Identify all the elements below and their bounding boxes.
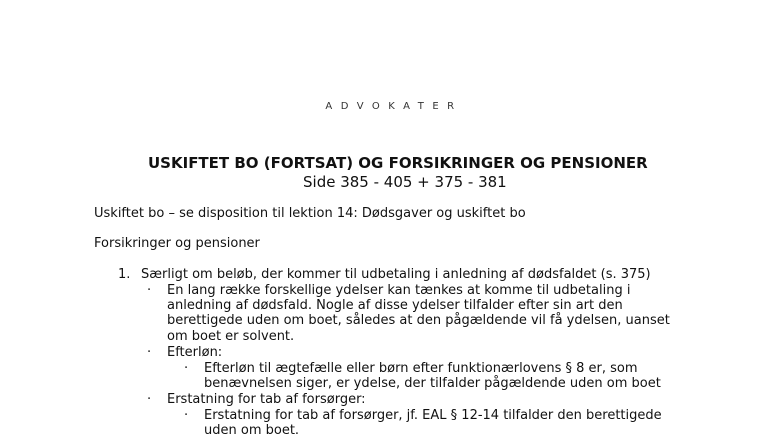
sub-bullet-marker: · [184, 408, 189, 423]
bullet-line: anledning af dødsfald. Nogle af disse ydelser tilfalder efter sin art den [167, 298, 623, 313]
paragraph-forsikringer: Forsikringer og pensioner [94, 236, 260, 251]
bullet-line: Erstatning for tab af forsørger: [167, 392, 366, 407]
bullet-marker: · [147, 345, 152, 360]
letterhead-advokater: ADVOKATER [325, 101, 463, 112]
page-subtitle: Side 385 - 405 + 375 - 381 [303, 173, 507, 191]
bullet-marker: · [147, 392, 152, 407]
sub-bullet-line: benævnelsen siger, er ydelse, der tilfalder pågældende uden om boet [204, 376, 661, 391]
paragraph-uskiftet-bo: Uskiftet bo – se disposition til lektion 14: Dødsgaver og uskiftet bo [94, 206, 526, 221]
bullet-marker: · [147, 283, 152, 298]
list-item-text: Særligt om beløb, der kommer til udbetaling i anledning af dødsfaldet (s. 375) [141, 267, 651, 282]
sub-bullet-line: Efterløn til ægtefælle eller børn efter funktionærlovens § 8 er, som [204, 361, 638, 376]
sub-bullet-marker: · [184, 361, 189, 376]
bullet-line: En lang række forskellige ydelser kan tænkes at komme til udbetaling i [167, 283, 631, 298]
bullet-line: berettigede uden om boet, således at den pågældende vil få ydelsen, uanset [167, 313, 670, 328]
sub-bullet-line: Erstatning for tab af forsørger, jf. EAL § 12-14 tilfalder den berettigede [204, 408, 662, 423]
bullet-line: om boet er solvent. [167, 329, 295, 344]
page-title: USKIFTET BO (FORTSAT) OG FORSIKRINGER OG PENSIONER [148, 154, 648, 172]
bullet-line: Efterløn: [167, 345, 223, 360]
sub-bullet-line: uden om boet. [204, 423, 300, 438]
list-number: 1. [118, 267, 131, 282]
